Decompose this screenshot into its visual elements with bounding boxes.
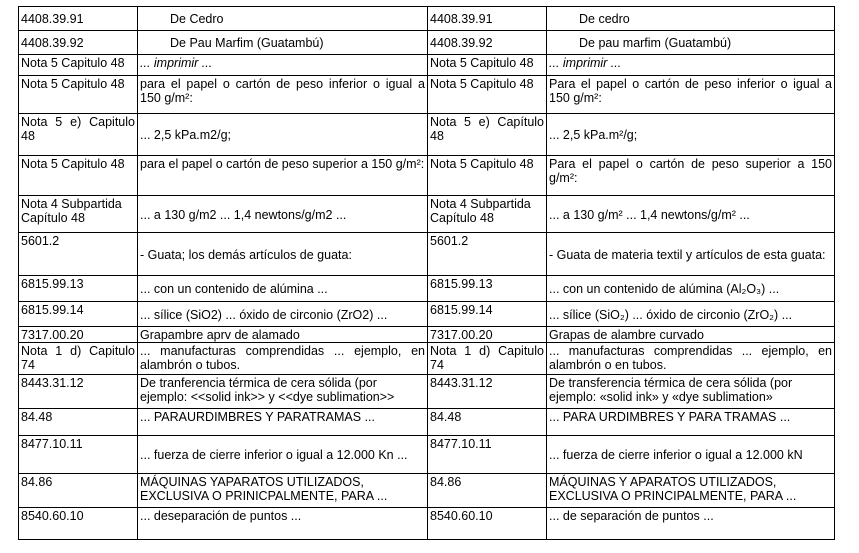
text-cell: ... sílice (SiO2) ... óxido de circonio (ZrO2) ... [138, 302, 428, 327]
code-cell: 4408.39.91 [19, 7, 138, 31]
code-cell: 8443.31.12 [19, 375, 138, 409]
text-cell: ... 2,5 kPa.m2/g; [138, 114, 428, 156]
text-cell: ... imprimir ... [138, 55, 428, 76]
table-row [19, 302, 835, 327]
text-cell: para el papel o cartón de peso superior a 150 g/m²: [138, 156, 428, 196]
text-cell: - Guata de materia textil y artículos de esta guata: [547, 233, 835, 276]
code-cell: Nota 5 e) Capitulo 48 [19, 114, 138, 156]
text-cell: MÁQUINAS Y APARATOS UTILIZADOS, EXCLUSIVA O PRINCIPALMENTE, PARA ... [547, 474, 835, 508]
text-cell: ... deseparación de puntos ... [138, 508, 428, 540]
text-cell: para el papel o cartón de peso inferior o igual a 150 g/m²: [138, 76, 428, 114]
code-cell: Nota 5 Capitulo 48 [19, 55, 138, 76]
code-cell: Nota 4 Subpartida Capítulo 48 [428, 196, 547, 233]
code-cell: 5601.2 [428, 233, 547, 276]
code-cell: Nota 5 Capitulo 48 [428, 55, 547, 76]
code-cell: 7317.00.20 [19, 327, 138, 343]
code-cell: 4408.39.92 [19, 31, 138, 55]
code-cell: Nota 1 d) Capitulo 74 [428, 343, 547, 375]
code-cell: 8540.60.10 [428, 508, 547, 540]
text-cell: De cedro [547, 7, 835, 31]
text-cell: MÁQUINAS YAPARATOS UTILIZADOS, EXCLUSIVA O PRINICPALMENTE, PARA ... [138, 474, 428, 508]
code-cell: 4408.39.91 [428, 7, 547, 31]
text-cell: De Cedro [138, 7, 428, 31]
code-cell: Nota 1 d) Capitulo 74 [19, 343, 138, 375]
table-row [19, 375, 835, 409]
text-cell: ... fuerza de cierre inferior o igual a 12.000 Kn ... [138, 436, 428, 474]
text-cell: Grapambre aprv de alamado [138, 327, 428, 343]
table-row [19, 436, 835, 474]
table-row [19, 409, 835, 436]
table-row [19, 114, 835, 156]
table-row [19, 31, 835, 55]
code-cell: 7317.00.20 [428, 327, 547, 343]
table-row [19, 55, 835, 76]
code-cell: 6815.99.14 [428, 302, 547, 327]
table-row [19, 474, 835, 508]
text-cell: ... 2,5 kPa.m²/g; [547, 114, 835, 156]
text-cell: ... de separación de puntos ... [547, 508, 835, 540]
table-row [19, 276, 835, 302]
code-cell: Nota 5 Capitulo 48 [19, 156, 138, 196]
code-cell: Nota 5 e) Capítulo 48 [428, 114, 547, 156]
table-row [19, 7, 835, 31]
table-row [19, 76, 835, 114]
code-cell: 4408.39.92 [428, 31, 547, 55]
text-cell: ... a 130 g/m² ... 1,4 newtons/g/m² ... [547, 196, 835, 233]
code-cell: 8540.60.10 [19, 508, 138, 540]
text-cell: ... sílice (SiO₂) ... óxido de circonio (ZrO₂) ... [547, 302, 835, 327]
code-cell: 8477.10.11 [19, 436, 138, 474]
text-cell: ... a 130 g/m2 ... 1,4 newtons/g/m2 ... [138, 196, 428, 233]
code-cell: Nota 5 Capitulo 48 [428, 76, 547, 114]
text-cell: ... imprimir ... [547, 55, 835, 76]
table-row [19, 196, 835, 233]
text-cell: De transferencia térmica de cera sólida (por ejemplo: «solid ink» y «dye sublimation» [547, 375, 835, 409]
code-cell: Nota 5 Capitulo 48 [19, 76, 138, 114]
code-cell: 8477.10.11 [428, 436, 547, 474]
code-cell: 6815.99.13 [428, 276, 547, 302]
code-cell: 84.86 [428, 474, 547, 508]
table-row [19, 233, 835, 276]
code-cell: Nota 4 Subpartida Capítulo 48 [19, 196, 138, 233]
text-cell: De tranferencia térmica de cera sólida (por ejemplo: <<solid ink>> y <<dye sublimation>> [138, 375, 428, 409]
text-cell: - Guata; los demás artículos de guata: [138, 233, 428, 276]
text-cell: ... PARA URDIMBRES Y PARA TRAMAS ... [547, 409, 835, 436]
code-cell: 84.48 [428, 409, 547, 436]
text-cell: ... con un contenido de alúmina ... [138, 276, 428, 302]
text-cell: Grapas de alambre curvado [547, 327, 835, 343]
text-cell: Para el papel o cartón de peso inferior o igual a 150 g/m²: [547, 76, 835, 114]
text-cell: De Pau Marfim (Guatambú) [138, 31, 428, 55]
table-row [19, 343, 835, 375]
text-cell: De pau marfim (Guatambú) [547, 31, 835, 55]
code-cell: 5601.2 [19, 233, 138, 276]
code-cell: 6815.99.13 [19, 276, 138, 302]
code-cell: Nota 5 Capitulo 48 [428, 156, 547, 196]
code-cell: 8443.31.12 [428, 375, 547, 409]
text-cell: ... con un contenido de alúmina (Al₂O₃) ... [547, 276, 835, 302]
code-cell: 84.48 [19, 409, 138, 436]
code-cell: 6815.99.14 [19, 302, 138, 327]
table-row [19, 156, 835, 196]
text-cell: ... manufacturas comprendidas ... ejemplo, en alambrón o en tubos. [547, 343, 835, 375]
code-cell: 84.86 [19, 474, 138, 508]
text-cell: Para el papel o cartón de peso superior a 150 g/m²: [547, 156, 835, 196]
text-cell: ... manufacturas comprendidas ... ejemplo, en alambrón o tubos. [138, 343, 428, 375]
text-cell: ... fuerza de cierre inferior o igual a 12.000 kN [547, 436, 835, 474]
errata-table [18, 6, 835, 540]
text-cell: ... PARAURDIMBRES Y PARATRAMAS ... [138, 409, 428, 436]
table-row [19, 327, 835, 343]
table-row [19, 508, 835, 540]
